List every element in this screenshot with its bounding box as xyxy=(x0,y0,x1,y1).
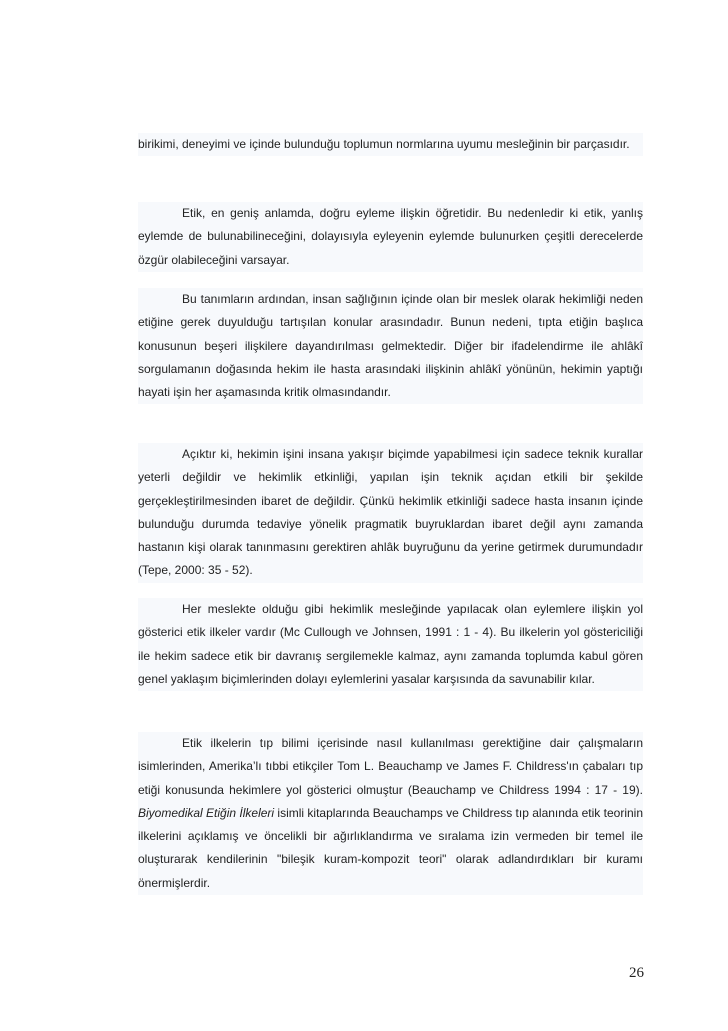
text-block-1 xyxy=(138,133,643,156)
text-block-5 xyxy=(138,598,643,691)
paragraph-teknik-kurallar: Açıktır ki, hekimin işini insana yakışır biçimde yapabilmesi için sadece teknik kurallar yeterli değildir ve hekimlik etkinliği, yapılan işin teknik açıdan etkili bir şekilde gerçekleştirilmesinden ibaret de değildir. Çünkü hekimlik etkinliği sadece hasta insanın içinde bulunduğu durumda tedaviye yönelik pragmatik buyruklardan ibaret değil aynı zamanda hastanın kişi olarak tanınmasını gerektiren ahlâk buyruğunu da yerine getirmek durumundadır (Tepe, 2000: 35 - 52). xyxy=(138,447,643,578)
paragraph-text-before: Etik ilkelerin tıp bilimi içerisinde nasıl kullanılması gerektiğine dair çalışmaların isimlerinden, Amerika’lı tıbbi etikçiler Tom L. Beauchamp ve James F. Childress'ın çabaları tıp etiği konusunda hekimlere yol gösterici olmuştur (Beauchamp ve Childress 1994 : 17 - 19). xyxy=(138,736,643,797)
paragraph-beauchamp-childress xyxy=(138,732,643,895)
page-number: 26 xyxy=(629,965,644,981)
text-block-2 xyxy=(138,202,643,272)
paragraph-text-after: isimli kitaplarında Beauchamps ve Childress tıp alanında etik teorinin ilkelerini açıklamış ve öncelikli bir ağırlıklandırma ve sıralama izin vermeden bir temel ile oluşturarak kendilerinin "bileşik kuram-kompozit teori" olarak adlandırdıkları bir kuramı önermişlerdir. xyxy=(138,805,643,890)
text-block-4 xyxy=(138,443,643,583)
paragraph-continuation: birikimi, deneyimi ve içinde bulunduğu toplumun normlarına uyumu mesleğinin bir parçasıdır. xyxy=(138,137,630,151)
paragraph-etik-definition: Etik, en geniş anlamda, doğru eyleme ilişkin öğretidir. Bu nedenledir ki etik, yanlış eylemde de bulunabilineceğini, dolayısıyla eyleyenin eylemde bulunurken çeşitli derecelerde özgür olabileceğini varsayar. xyxy=(138,206,643,267)
text-block-3 xyxy=(138,288,643,404)
paragraph-etik-ilkeler: Her meslekte olduğu gibi hekimlik mesleğinde yapılacak olan eylemlere ilişkin yol gösterici etik ilkeler vardır (Mc Cullough ve Johnsen, 1991 : 1 - 4). Bu ilkelerin yol göstericiliği ile hekim sadece etik bir davranış sergilemekle kalmaz, aynı zamanda toplumda kabul gören genel yaklaşım biçimlerinden dolayı eylemlerini yasalar karşısında da savunabilir kılar. xyxy=(138,602,643,686)
text-block-6 xyxy=(138,732,643,895)
book-title: Biyomedikal Etiğin İlkeleri xyxy=(138,805,275,820)
paragraph-hekimlik: Bu tanımların ardından, insan sağlığının içinde olan bir meslek olarak hekimliği neden etiğine gerek duyulduğu tartışılan konular arasındadır. Bunun nedeni, tıpta etiğin başlıca konusunun beşeri ilişkilere dayandırılması gelmektedir. Diğer bir ifadelendirme ile ahlâkî sorgulamanın doğasında hekim ile hasta arasındaki ilişkinin ahlâkî yönünün, hekimin yaptığı hayati işin her aşamasında kritik olmasındandır. xyxy=(138,292,643,400)
